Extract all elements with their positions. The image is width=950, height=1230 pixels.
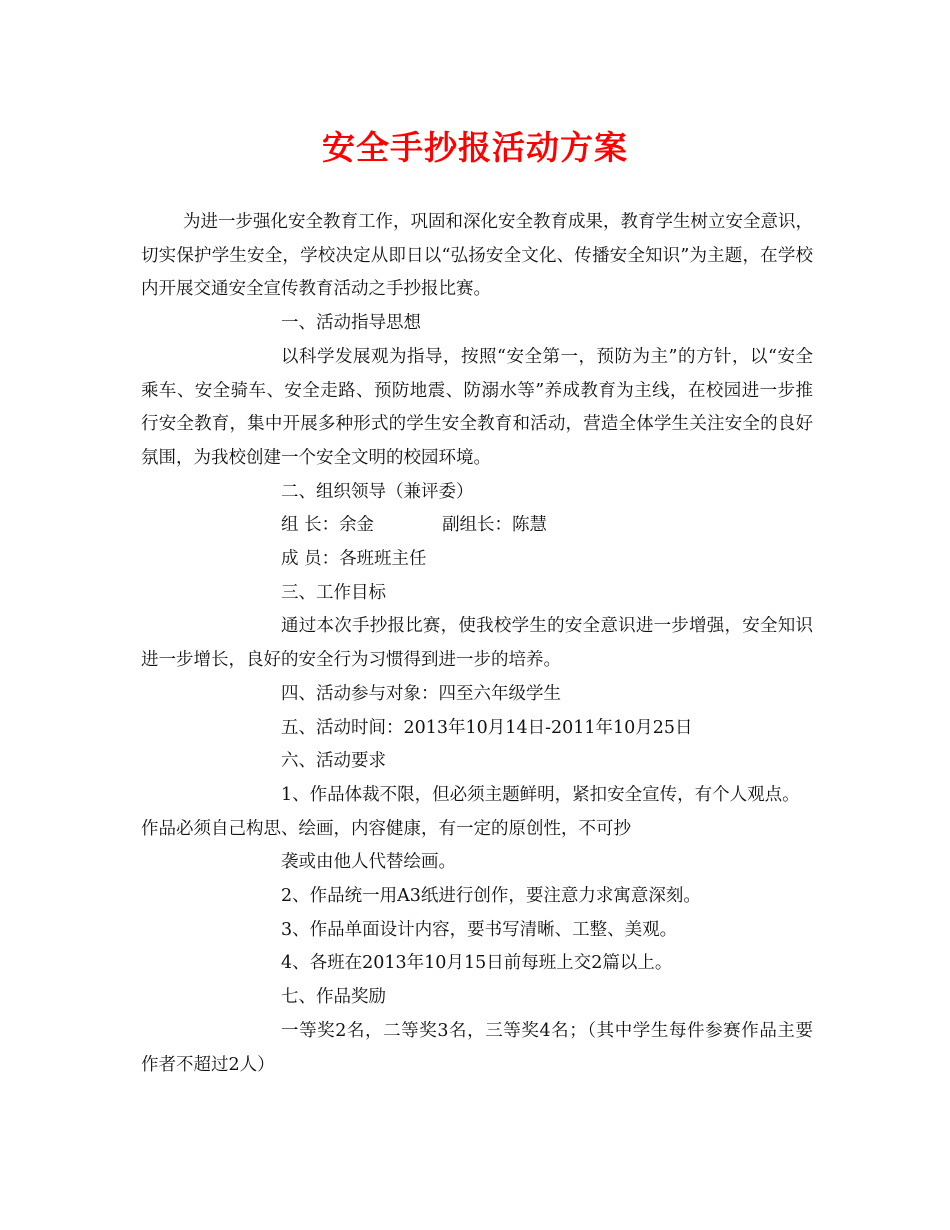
leadership-line [141, 509, 813, 543]
team-members: 成 员：各班班主任 [281, 549, 427, 570]
document-title: 安全手抄报活动方案 [322, 128, 628, 167]
document-body [141, 206, 813, 1082]
requirement-1-line-3: 袭或由他人代替绘画。 [281, 852, 456, 873]
section-heading-requirements: 六、活动要求 [281, 751, 386, 772]
requirement-1-line-2: 作品必须自己构思、绘画，内容健康，有一定的原创性，不可抄 [141, 818, 631, 839]
requirement-3: 3、作品单面设计内容，要书写清晰、工整、美观。 [281, 919, 678, 940]
awards-paragraph: 一等奖2名，二等奖3名，三等奖4名；（其中学生每件参赛作品主要作者不超过2人） [141, 1020, 813, 1075]
guiding-ideology-paragraph: 以科学发展观为指导，按照“安全第一，预防为主”的方针，以“安全乘车、安全骑车、安全走路、预防地震、防溺水等”养成教育为主线，在校园进一步推行安全教育，集中开展多种形式的学生安全教育和活动，营造全体学生关注安全的良好氛围，为我校创建一个安全文明的校园环境。 [141, 346, 813, 468]
section-heading-time: 五、活动时间：2013年10月14日-2011年10月25日 [281, 717, 693, 738]
requirement-1-line-1: 1、作品体裁不限，但必须主题鲜明，紧扣安全宣传，有个人观点。 [281, 784, 800, 805]
requirement-2: 2、作品统一用A3纸进行创作，要注意力求寓意深刻。 [281, 886, 701, 907]
requirement-4: 4、各班在2013年10月15日前每班上交2篇以上。 [281, 953, 673, 974]
section-heading-goals: 三、工作目标 [281, 582, 386, 603]
goals-paragraph: 通过本次手抄报比赛，使我校学生的安全意识进一步增强，安全知识进一步增长，良好的安全行为习惯得到进一步的培养。 [141, 616, 813, 671]
section-heading-participants: 四、活动参与对象：四至六年级学生 [281, 683, 561, 704]
intro-paragraph: 为进一步强化安全教育工作，巩固和深化安全教育成果，教育学生树立安全意识，切实保护学生安全，学校决定从即日以“弘扬安全文化、传播安全知识”为主题，在学校内开展交通安全宣传教育活动之手抄报比赛。 [141, 212, 813, 300]
team-leader: 组 长：余金 [281, 515, 375, 536]
section-heading-guiding-ideology: 一、活动指导思想 [281, 313, 421, 334]
section-heading-awards: 七、作品奖励 [281, 987, 386, 1008]
section-heading-organization: 二、组织领导（兼评委） [281, 481, 474, 502]
deputy-team-leader: 副组长：陈慧 [442, 515, 548, 536]
